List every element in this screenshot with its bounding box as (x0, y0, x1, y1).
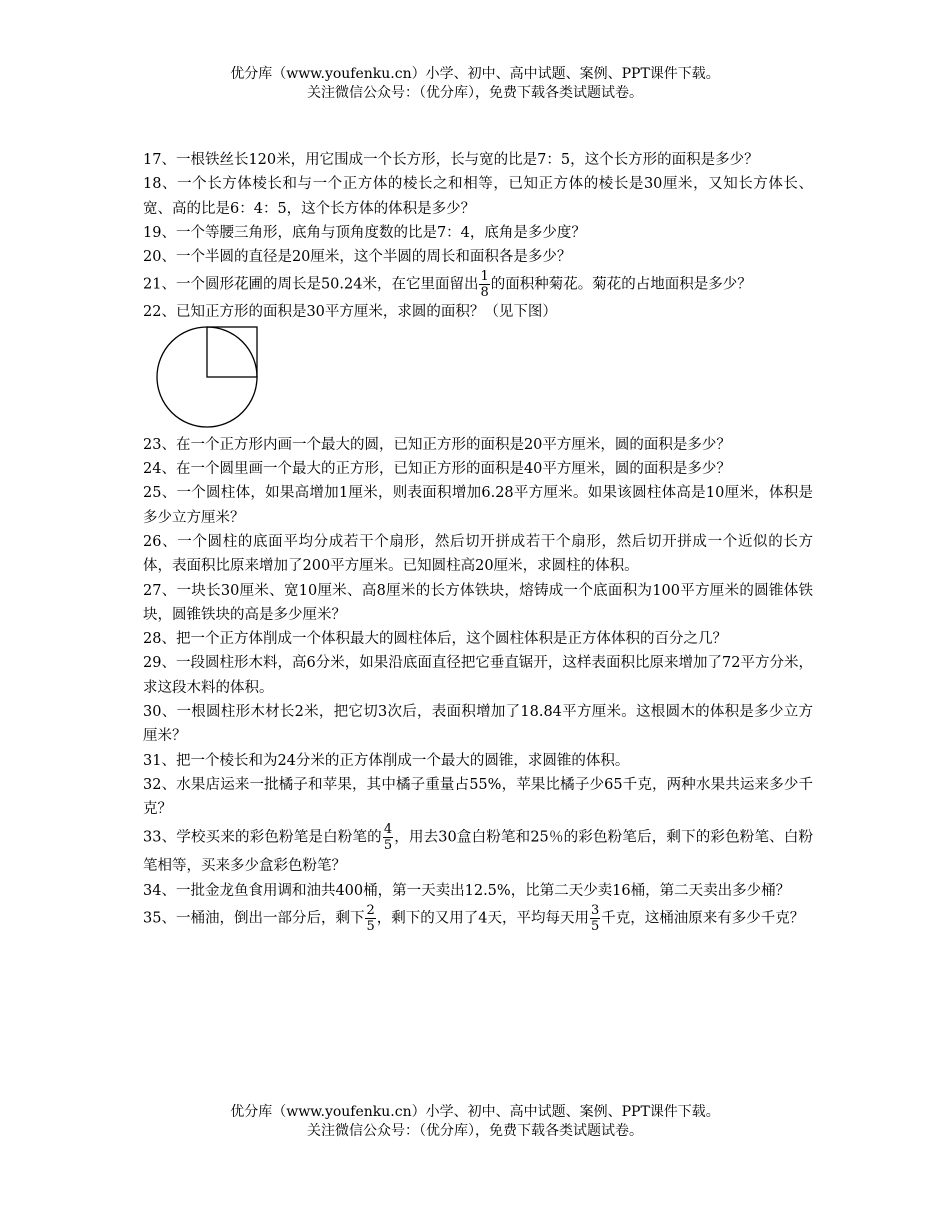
footer-line-2: 关注微信公众号：（优分库），免费下载各类试题试卷。 (307, 1123, 643, 1139)
question-33 (143, 822, 813, 879)
footer-line-1: 优分库（www.youfenku.cn）小学、初中、高中试题、案例、PPT课件下载。 (230, 1104, 720, 1120)
question-33-text-b: ，用去30盒白粉笔和25％的彩色粉笔后，剩下的彩色粉笔、白粉笔相等，买来多少盒彩色粉笔？ (143, 829, 813, 874)
fraction-three-fifths (590, 903, 600, 934)
circle-square-figure (155, 325, 813, 433)
header-line-1: 优分库（www.youfenku.cn）小学、初中、高中试题、案例、PPT课件下载。 (230, 66, 720, 82)
question-21-text-b: 的面积种菊花。菊花的占地面积是多少？ (490, 276, 752, 293)
fraction-denominator: 5 (383, 837, 393, 853)
question-26: 26、一个圆柱的底面平均分成若干个扇形，然后切开拼成若干个扇形，然后切开拼成一个近似的长方体，表面积比原来增加了200平方厘米。已知圆柱高20厘米，求圆柱的体积。 (143, 533, 813, 575)
circle-with-quarter-square-diagram (155, 325, 267, 433)
fraction-four-fifths (383, 822, 393, 853)
question-24: 24、在一个圆里画一个最大的正方形，已知正方形的面积是40平方厘米，圆的面积是多少？ (143, 461, 731, 478)
fraction-numerator: 2 (366, 902, 375, 918)
header-line-2: 关注微信公众号：（优分库），免费下载各类试题试卷。 (307, 85, 643, 101)
question-21-text-a: 21、一个圆形花圃的周长是50.24米，在它里面留出 (143, 276, 479, 293)
question-35 (143, 903, 813, 934)
question-31: 31、把一个棱长和为24分米的正方体削成一个最大的圆锥，求圆锥的体积。 (143, 752, 630, 769)
question-35-text-b: ，剩下的又用了4天，平均每天用 (376, 910, 589, 927)
fraction-numerator: 3 (590, 902, 600, 918)
question-23: 23、在一个正方形内画一个最大的圆，已知正方形的面积是20平方厘米，圆的面积是多少？ (143, 436, 731, 453)
fraction-denominator: 5 (590, 918, 600, 934)
question-32: 32、水果店运来一批橘子和苹果，其中橘子重量占55%，苹果比橘子少65千克，两种水果共运来多少千克？ (143, 776, 813, 818)
question-19: 19、一个等腰三角形，底角与顶角度数的比是7：4，底角是多少度？ (143, 224, 586, 241)
fraction-denominator: 8 (480, 285, 489, 301)
question-25: 25、一个圆柱体，如果高增加1厘米，则表面积增加6.28平方厘米。如果该圆柱体高是10厘米，体积是多少立方厘米？ (143, 485, 813, 526)
question-22: 22、已知正方形的面积是30平方厘米，求圆的面积？（见下图） (143, 304, 557, 321)
fraction-numerator: 4 (383, 821, 393, 837)
question-35-text-a: 35、一桶油，倒出一部分后，剩下 (143, 910, 365, 927)
page-header (0, 65, 950, 103)
fraction-numerator: 1 (480, 269, 489, 285)
question-34: 34、一批金龙鱼食用调和油共400桶，第一天卖出12.5%，比第二天少卖16桶，第二天卖出多少桶？ (143, 882, 791, 899)
question-30: 30、一根圆柱形木材长2米，把它切3次后，表面积增加了18.84平方厘米。这根圆木的体积是多少立方厘米？ (143, 704, 813, 745)
question-33-text-a: 33、学校买来的彩色粉笔是白粉笔的 (143, 829, 382, 846)
fraction-denominator: 5 (366, 918, 375, 934)
fraction-two-fifths (365, 903, 375, 934)
question-21 (143, 269, 813, 300)
question-20: 20、一个半圆的直径是20厘米，这个半圆的周长和面积各是多少？ (143, 249, 572, 266)
fraction-one-eighth (479, 269, 489, 300)
question-35-text-c: 千克，这桶油原来有多少千克？ (601, 910, 805, 927)
square-shape (207, 327, 257, 377)
question-17: 17、一根铁丝长120米，用它围成一个长方形，长与宽的比是7：5，这个长方形的面积是多少？ (143, 152, 759, 168)
question-28: 28、把一个正方体削成一个体积最大的圆柱体后，这个圆柱体积是正方体体积的百分之几？ (143, 631, 727, 648)
question-27: 27、一块长30厘米、宽10厘米、高8厘米的长方体铁块，熔铸成一个底面积为100平方厘米的圆锥体铁块，圆锥铁块的高是多少厘米？ (143, 582, 813, 623)
question-29: 29、一段圆柱形木料，高6分米，如果沿底面直径把它垂直锯开，这样表面积比原来增加了72平方分米，求这段木料的体积。 (143, 655, 813, 696)
question-18: 18、一个长方体棱长和与一个正方体的棱长之和相等，已知正方体的棱长是30厘米，又知长方体长、宽、高的比是6：4：5，这个长方体的体积是多少？ (143, 176, 813, 217)
question-list (143, 148, 813, 934)
page-footer (0, 1103, 950, 1141)
